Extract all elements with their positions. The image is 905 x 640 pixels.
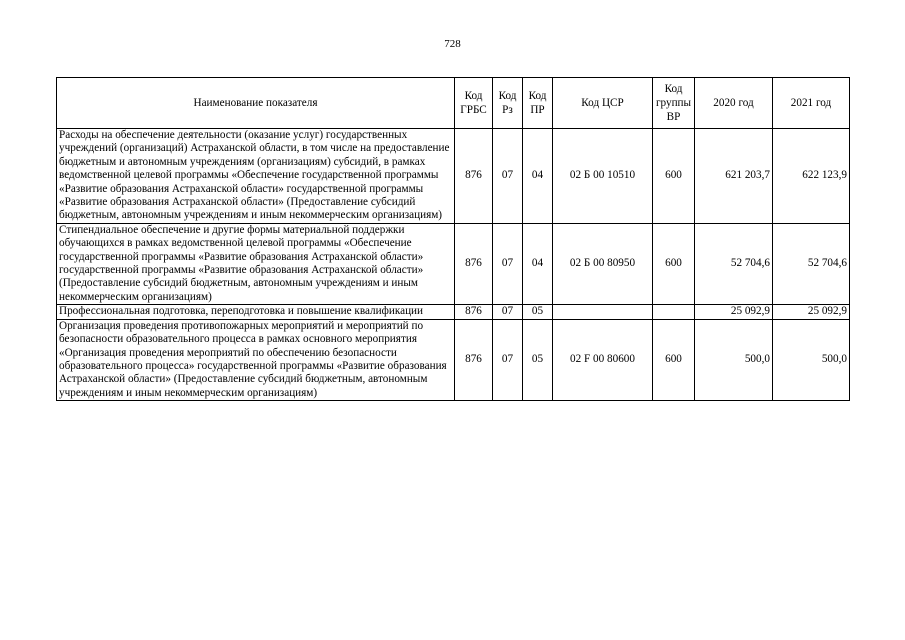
header-name: Наименование показателя xyxy=(57,78,455,129)
header-2021: 2021 год xyxy=(773,78,850,129)
header-grbs-line-1: Код xyxy=(464,90,483,102)
row-2020: 621 203,7 xyxy=(695,129,773,224)
header-csr: Код ЦСР xyxy=(553,78,653,129)
header-vr-line-1: Код xyxy=(664,83,683,95)
header-pr xyxy=(523,78,553,129)
row-2020: 52 704,6 xyxy=(695,223,773,304)
row-vr: 600 xyxy=(653,319,695,400)
row-name: Профессиональная подготовка, переподготовка и повышение квалификации xyxy=(57,305,455,319)
header-rz xyxy=(493,78,523,129)
row-grbs: 876 xyxy=(455,223,493,304)
header-vr-line-3: ВР xyxy=(666,111,681,123)
row-2020: 25 092,9 xyxy=(695,305,773,319)
row-rz: 07 xyxy=(493,223,523,304)
row-name: Организация проведения противопожарных мероприятий и мероприятий по безопасности образовательного процесса в рамках основного мероприятия «Организация проведения мероприятий по обеспечению безопасности образовательного процесса» государственной программы «Развитие образования Астраханской области» (Предоставление субсидий бюджетным, автономным учреждениям и иным некоммерческим организациям) xyxy=(57,319,455,400)
row-name: Стипендиальное обеспечение и другие формы материальной поддержки обучающихся в рамках ведомственной целевой программы «Обеспечение государственной программы «Развитие образования Астраханской области» государственной программы «Развитие образования Астраханской области» (Предоставление субсидий бюджетным, автономным учреждениям и иным некоммерческим организациям) xyxy=(57,223,455,304)
table-row xyxy=(57,223,850,304)
row-csr: 02 F 00 80600 xyxy=(553,319,653,400)
row-rz: 07 xyxy=(493,305,523,319)
header-row xyxy=(57,78,850,129)
header-rz-line-2: Рз xyxy=(502,104,513,116)
row-pr: 05 xyxy=(523,319,553,400)
row-vr xyxy=(653,305,695,319)
header-pr-line-1: Код xyxy=(528,90,547,102)
row-name: Расходы на обеспечение деятельности (оказание услуг) государственных учреждений (организаций) Астраханской области, в том числе на предоставление бюджетным и автономным учреждениям (организациям) субсидий, в рамках ведомственной целевой программы «Обеспечение государственной программы «Развитие образования Астраханской области» государственной программы «Развитие образования Астраханской области» (Предоставление субсидий бюджетным, автономным учреждениям и иным некоммерческим организациям) xyxy=(57,129,455,224)
page-number: 728 xyxy=(444,38,461,50)
row-pr: 05 xyxy=(523,305,553,319)
row-2021: 25 092,9 xyxy=(773,305,850,319)
header-vr-line-2: группы xyxy=(655,97,692,109)
header-vr xyxy=(653,78,695,129)
row-pr: 04 xyxy=(523,223,553,304)
header-rz-line-1: Код xyxy=(498,90,517,102)
table-row xyxy=(57,319,850,400)
table-row xyxy=(57,129,850,224)
row-2020: 500,0 xyxy=(695,319,773,400)
header-grbs xyxy=(455,78,493,129)
row-grbs: 876 xyxy=(455,305,493,319)
row-vr: 600 xyxy=(653,223,695,304)
row-rz: 07 xyxy=(493,129,523,224)
header-pr-line-2: ПР xyxy=(530,104,545,116)
row-grbs: 876 xyxy=(455,319,493,400)
row-grbs: 876 xyxy=(455,129,493,224)
row-2021: 500,0 xyxy=(773,319,850,400)
row-csr: 02 Б 00 10510 xyxy=(553,129,653,224)
row-csr xyxy=(553,305,653,319)
header-grbs-line-2: ГРБС xyxy=(460,104,487,116)
budget-table xyxy=(56,77,850,401)
row-rz: 07 xyxy=(493,319,523,400)
row-csr: 02 Б 00 80950 xyxy=(553,223,653,304)
row-2021: 52 704,6 xyxy=(773,223,850,304)
header-2020: 2020 год xyxy=(695,78,773,129)
row-pr: 04 xyxy=(523,129,553,224)
row-2021: 622 123,9 xyxy=(773,129,850,224)
row-vr: 600 xyxy=(653,129,695,224)
table-row xyxy=(57,305,850,319)
